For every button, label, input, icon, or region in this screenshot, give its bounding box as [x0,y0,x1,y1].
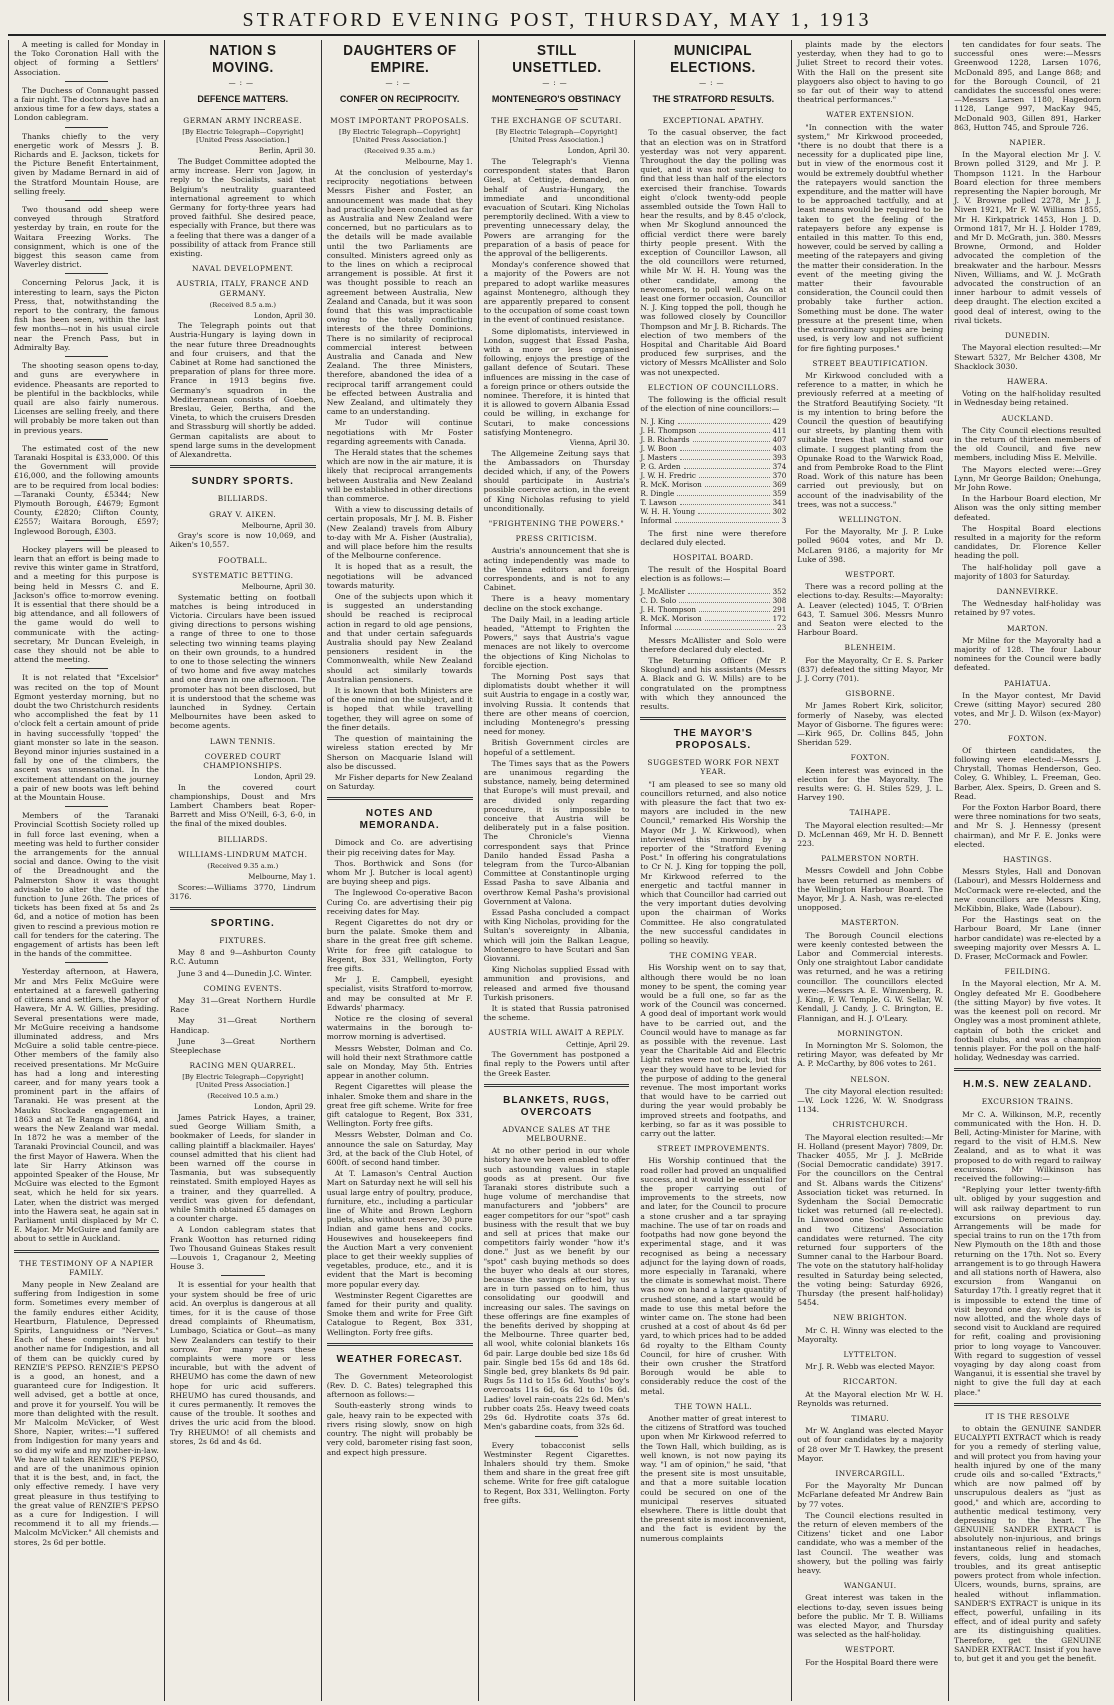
paragraph: For the Mayoralty Mr Duncan McFarlane defeated Mr Andrew Bain by 77 votes. [797,1481,944,1509]
section-heading: THE MAYOR'S PROPOSALS. [673,728,753,752]
dateline: Cettinje, April 29. [566,1040,630,1049]
headline: DAUGHTERS OF EMPIRE. [342,42,457,76]
paragraph: Gray's score is now 10,069, and Aiken's 10,557. [169,531,316,550]
candidate-name: J. McAllister [640,586,686,596]
headline: MUNICIPAL ELECTIONS. [670,42,757,76]
news-item: The shooting season opens to-day, and guns are everywhere in evidence. Pheasants are reported to be plentiful in the backblocks, while quail are also fairly numerous. Licenses are selling freely, and there will probably be more taken out than in previous years. [14,361,159,435]
leader-dots [678,417,770,424]
paragraph: For the Hastings seat on the Harbour Board, Mr Lane (inner harbor candidate) was re-elected by a sweeping majority over Messrs A. L. D. Fraser, McCormack and Fowler. [954,915,1101,962]
credit: [By Electric Telegraph—Copyright] [United Press Association.] [495,128,618,145]
paragraph: One of the subjects upon which it is suggested an understanding should be reached is reciprocal action in regard to old age pensions, and that under certain safeguards Australia should pay New Zealand pensioners resident in the Commonwealth, while New Zealand should act similarly towards Australian pensioners. [326,592,473,684]
caption: NAPIER. [1009,138,1046,148]
vote-count: 411 [772,425,787,435]
caption: AUSTRIA WILL AWAIT A REPLY. [488,1028,625,1038]
vote-count: 3 [781,515,787,525]
paragraph: Voting on the half-holiday resulted in Wednesday being retained. [954,389,1101,408]
paragraph: The Allgemeine Zeitung says that the Ambassadors on Thursday decided which, if any, of the Powers should participate in Austria's possible coercive action, in the event of King Nicholas refusing to yield unconditionally. [483,448,630,513]
columns [8,40,1106,1701]
section-heading: SUNDRY SPORTS. [191,476,294,488]
paragraph: The Daily Mail, in a leading article headed, "Attempt to Frighten the Powers," says that Austria's vague menaces are not likely to overcome the objections of King Nicholas to forcible ejection. [483,614,630,670]
paragraph: Messrs Cowdell and John Cobbe have been returned as members of the Wellington Harbour Board. The Mayor, Mr J. A. Nash, was re-elected unopposed. [797,866,944,913]
vote-count: 403 [772,443,787,453]
caption: WESTPORT. [845,1645,896,1655]
result-row [640,507,786,516]
headline: NATION S MOVING. [209,42,277,76]
candidate-name: J. W. Boon [640,443,677,453]
masthead: STRATFORD EVENING POST, THURSDAY, MAY 1, 1913 [8,6,1106,36]
subheading: THE STRATFORD RESULTS. [652,94,775,105]
vote-count: 291 [772,604,787,614]
column-1 [8,40,165,1701]
caption: LAWN TENNIS. [209,736,276,746]
leader-dots [699,471,770,478]
leader-dots [680,498,770,505]
note-item: The Inglewood Co-operative Bacon Curing Co. are advertising their pig receiving dates for May. [326,888,473,916]
paragraph: The half-holiday poll gave a majority of 1803 for Saturday. [954,562,1101,581]
paragraph: In Mornington Mr S. Solomon, the retiring Mayor, was defeated by Mr A. P. McCarthy, by 806 votes to 261. [797,1040,944,1069]
paragraph: The Wednesday half-holiday was retained by 97 votes. [954,599,1101,618]
paragraph: The Herald states that the schemes which are now in the air mature, it is likely that reciprocal arrangements between Australia and New Zealand will be established in other directions than commerce. [326,448,473,504]
caption: NEW BRIGHTON. [833,1313,908,1323]
column-4: STILL UNSETTLED. —:— MONTENEGRO'S OBSTINACY THE EXCHANGE OF SCUTARI. [By Electric Telegraph—Copyright] [United Press Association.] London, April 30. The Telegraph's Vienna correspondent states that Baron Giesl, at Cettinje, demanded, on behalf of Austria-Hungary, the immediate and unconditional evacuation of Scutari. King Nicholas peremptorily declined. With a view to preventing unnecessary delay, the Powers are arranging for the preparation of a basis of peace for the approval of the belligerents. Monday's conference showed that a majority of the Powers are not prepared to adopt warlike measures against Montenegro, although they are apparently prepared to consent to the occupation of some coast town in the event of continued resistance. Some diplomatists, interviewed in London, suggest that Essad Pasha, with a more or less organised following, enjoys the prestige of the gallant defence of Scutari. These influences are missing in the case of a foreign prince or others outside the nominee. Therefore, it is hinted that it is allowed to govern Albania Essad could be willing, in exchange for Scutari, to make concessions satisfying Montenegro. Vienna, April 30. The Allgemeine Zeitung says that the Ambassadors on Thursday decided which, if any, of the Powers should participate in Austria's possible coercive action, in the event of King Nicholas refusing to yield unconditionally. "FRIGHTENING THE POWERS." PRESS CRITICISM. Austria's announcement that she is acting independently was made to the Vienna editors and foreign correspondents, and is not to any Cabinet. There is a heavy momentary decline on the stock exchange. The Daily Mail, in a leading article headed, "Attempt to Frighten the Powers," says that Austria's vague menaces are not likely to overcome the objections of King Nicholas to forcible ejection. The Morning Post says that diplomatists doubt whether it will suit Austria to engage in a costly war, involving Russia. It contends that there are other means of coercion, including Montenegro's pressing need for money. British Government circles are hopeful of a settlement. The Times says that as the Powers are unanimous regarding the substance, namely, being determined that Europe's will must prevail, and are divided only regarding procedure, it is impossible to conceive that Austria will be deliberately put in a false position. The Chronicle's Vienna correspondent says that Prince Danilo handed Essad Pasha a telegram from the Turco-Albanian Committee at Constantinople urging Essad Pasha to save Albania and overthrow Kemal Pasha's provisional Government at Valona. Essad Pasha concluded a compact with King Nicholas, providing for the Sultan's sovereignty in Albania, which will join the Balkan League, Montenegro to have Scutari and San Giovanni. King Nicholas supplied Essad with ammunition and provisions, and released and armed five thousand Turkish prisoners. It is stated that Russia patronised the scheme. AUSTRIA WILL AWAIT A REPLY. Cettinje, April 29. The Government has postponed a final reply to the Powers until after the Greek Easter. BLANKETS, RUGS, OVERCOATS ADVANCE SALES AT THE MELBOURNE. At no other period in our whole history have we been enabled to offer such astounding values in staple goods as at present. Our five Taranaki stores distribute such a huge volume of merchandise that manufacturers and "jobbers" are eager competitors for our "spot" cash business with the result that we buy and sell at prices that make our competitors fairly wonder "how it's done." Just as we benefit by our "spot" cash buying methods so does the buyer who deals at our stores, because the savings effected by us are in turn passed on to him, thus consolidating our goodwill and increasing our sales. The savings on these offerings are fine examples of the benefits derived by shopping at the Melbourne. Three quarter bed, all wool, white colonial blankets 16s 6d pair. Large double bed size 18s 6d pair. Single bed 15s 6d and 18s 6d. Single bed, grey blankets 8s 9d pair. Rugs 5s 11d to 15s 6d. Youths' boy's overcoats 11s 6d, 6s 6d to 10s 6d. Ladies' lovel rain-coats 22s 6d. Men's rubber coats 25s. Heavy tweed coats 29s 6d. Hydrotite coats 37s 6d. Men's gabardine coats, from 32s 6d. Every tobacconist sells Westminster Regent Cigarettes. Inhalers should try them. Smoke them and share in the great free gift scheme. Write for free gift catalogue to Regent, Box 331, Wellington. Forty free gifts. [479,40,636,1701]
dateline: Vienna, April 30. [569,439,630,447]
caption: INVERCARGILL. [835,1469,906,1479]
note-item: Messrs Webster, Dolman and Co. announce the sale on Saturday, May 3rd, at the back of the Club Hotel, of 600ft. of second hand timber. [326,1130,473,1168]
result-row [640,444,786,453]
leader-dots [679,596,769,603]
paragraph: Of thirteen candidates, the following were elected:—Messrs J. Chrystall, Thomas Henderson, Geo. Coley, G. Whibley, L. Freeman, Geo. Barber, Alex. Speirs, D. Green and S. Read. [954,745,1101,801]
caption: HAWERA. [1006,376,1049,386]
section-heading: NOTES AND MEMORANDA. [359,808,440,832]
notes-list [327,838,473,1337]
news-item: Members of the Taranaki Provincial Scottish Society rolled up in full force last evening, when a meeting was held to further consider the arrangements for the annual social and dance. Owing to the visit of the Dreadnought and the Palmerston Show it was thought advisable to alter the date of the function to June 26th. The prices of tickets has been fixed at 5s and 2s 6d, and a notice of motion has been given to rescind a previous motion re call for tenders for the catering. The engagement of artists has been left in the hands of the committee. [14,811,159,959]
paragraph: Mr Milne for the Mayoralty had a majority of 128. The four Labour nominees for the Council were badly defeated. [954,635,1101,673]
received: (Received 9.35 a.m.) [207,862,279,871]
vote-count: 23 [777,622,787,632]
hospital-results [640,587,786,632]
section-heading: WEATHER FORECAST. [336,1353,463,1365]
caption: ELECTION OF COUNCILLORS. [647,382,779,392]
caption: LYTTELTON. [843,1350,897,1359]
paragraph: The Mayoral election resulted:—Mr Stewart 5327, Mr Belcher 4308, Mr Shacklock 3030. [954,343,1101,371]
column-2: NATION S MOVING. —:— DEFENCE MATTERS. GERMAN ARMY INCREASE. [By Electric Telegraph—Copyright] [United Press Association.] Berlin, April 30. The Budget Committee adopted the army increase. Herr von Jagow, in reply to the Socialists, said that Belgium's neutrality guaranteed international agreement to which Germany for forty-three years had proved faithful. She desired peace, especially with France, but there was a feeling that there was a danger of a possibility of attack from France still existing. NAVAL DEVELOPMENT. AUSTRIA, ITALY, FRANCE AND GERMANY. (Received 8.5 a.m.) London, April 30. The Telegraph points out that Austria-Hungary is laying down in the near future three Dreadnoughts and four cruisers, and that the Cabinet at Rome had sanctioned the preparation of plans for three more. France in 1913 begins five. Germany's squadron in the Mediterranean consists of Goeben, Breslau, Geier, Bertha, and the Vineta, to which the cruisers Dresden and Strassburg will shortly be added. German capitalists are about to spend large sums in the development of Alexandretta. SUNDRY SPORTS. BILLIARDS. GRAY V. AIKEN. Melbourne, April 30. Gray's score is now 10,069, and Aiken's 10,557. FOOTBALL. SYSTEMATIC BETTING. Melbourne, April 30. Systematic betting on football matches is being introduced in Victoria. Circulars have been issued giving directions to persons wishing a range of three to one to those selecting two winning teams playing on their own grounds, to a hundred to one to those selecting the winners of two home and five away matches and one drawn in one afternoon. The promoter has not been disclosed, but it is understood that the scheme was launched in Sydney. Certain Melbournites have been asked to become agents. LAWN TENNIS. COVERED COURT CHAMPIONSHIPS. London, April 29. In the covered court championships, Doust and Mrs Lambert Chambers beat Roper-Barrett and Miss O'Neill, 6-3, 6-0, in the final of the mixed doubles. BILLIARDS. WILLIAMS-LINDRUM MATCH. (Received 9.35 a.m.) Melbourne, May 1. Scores:—Williams 3770, Lindrum 3176. SPORTING. FIXTURES. May 8 and 9—Ashburton County R.C. Autumn June 3 and 4—Dunedin J.C. Winter. COMING EVENTS. May 31—Great Northern Hurdle Race May 31—Great Northern Handicap. June 3—Great Northern Steeplechase RACING MEN QUARREL. [By Electric Telegraph—Copyright] [United Press Association.] (Received 10.5 a.m.) London, April 29. James Patrick Hayes, a trainer, sued George William Smith, a bookmaker of Leeds, for slander in calling plaintiff a blackmailer. Hayes' counsel admitted that his client had been warned off the course in Tasmania, but was subsequently reinstated. Smith employed Hayes as a trainer, and they quarrelled. A verdict was given for defendant, while Smith obtained £5 damages on a counter charge. A London cablegram states that Frank Wootton has returned riding Two Thousand Guineas Stakes result—Louvois 1, Craganour 2, Meeting House 3. It is essential for your health that your system should be free of uric acid. An overplus is dangerous at all times, for it is the cause of those dread complaints of Rheumatism, Lumbago, Sciatica or Gout—as many New Zealanders can testify to their sorrow. For many years these complaints were more or less incurable, but with the advent of RHEUMO has come the dawn of new hope for uric acid sufferers. RHEUMO has cured thousands, and it cures permanently. It removes the cause of the trouble. It soothes and drives the uric acid from the blood. Try RHEUMO! of all chemists and stores, 2s 6d and 4s 6d. [165,40,322,1701]
paragraph: Mr James Robert Kirk, solicitor, formerly of Naseby, was elected Mayor of Gisborne. The figures were: —Kirk 965, Dr. Collins 845, John Sheridan 529. [797,701,944,748]
headline: STILL UNSETTLED. [511,42,602,76]
paragraph: In the Harbour Board election, Mr Alison was the only sitting member defeated. [954,494,1101,522]
caption: MASTERTON. [841,918,900,928]
result-row [640,453,786,462]
caption: WILLIAMS-LINDRUM MATCH. [178,849,308,859]
caption: FOXTON. [850,753,890,763]
paragraph: Monday's conference showed that a majority of the Powers are not prepared to adopt warlike measures against Montenegro, although they are apparently prepared to consent to the occupation of some coast town in the event of continued resistance. [483,260,630,325]
dateline: London, April 30. [253,311,316,320]
paragraph: For the Foxton Harbor Board, there were three nominations for two seats, and Mr S. J. Hennessy (present chairman), and Mr F. E. Jonks were elected. [954,803,1101,849]
candidate-name: J. B. Richards [640,434,690,444]
caption: EXCEPTIONAL APATHY. [662,116,764,126]
paragraph: A London cablegram states that Frank Wootton has returned riding Two Thousand Guineas Stakes result—Louvois 1, Craganour 2, Meeting House 3. [169,1225,316,1272]
paragraph: James Patrick Hayes, a trainer, sued George William Smith, a bookmaker of Leeds, for slander in calling plaintiff a blackmailer. Hayes' counsel admitted that his client had been warned off the course in Tasmania, but was subsequently reinstated. Smith employed Hayes as a trainer, and they quarrelled. A verdict was given for defendant, while Smith obtained £5 damages on a counter charge. [169,1112,316,1224]
caption: BILLIARDS. [217,834,268,844]
caption: RACING MEN QUARREL. [189,1061,297,1071]
result-row [640,587,786,596]
events-list [170,996,316,1055]
news-item: Concerning Pelorus Jack, it is interesting to learn, says the Picton Press, that, notwithstanding the report to the contrary, the famous fish has been seen, within the last few months—not in his usual circle near the French Pass, but in Admiralty Bay. [14,278,159,352]
received: (Received 8.5 a.m.) [209,300,277,309]
paragraph: The following is the official result of the election of nine councillors:— [640,395,787,414]
candidate-name: Informal [640,622,672,632]
caption: AUCKLAND. [1001,413,1054,423]
caption: BILLIARDS. [217,494,268,504]
caption: PAHIATUA. [1004,678,1052,688]
result-row [640,614,786,623]
paragraph: There is a heavy momentary decline on the stock exchange. [483,594,630,613]
paragraph: Mr W. Angland was elected Mayor out of four candidates by a majority of 28 over Mr T. Hawkey, the present Mayor. [797,1426,944,1463]
paragraph: Every tobacconist sells Westminster Regent Cigarettes. Inhalers should try them. Smoke them and share in the great free gift scheme. Write for free gift catalogue to Regent, Box 331, Wellington. Forty free gifts. [483,1440,630,1505]
advert-text: to obtain the GENUINE SANDER EUCALYPTI EXTRACT which is ready for you a remedy of sterling value, and will protect you from having your health injured by one of the many crude oils and so-called "Extracts," which are now palmed off by unscrupulous dealers as "just as good," and which are, according to authentic medical testimony, very depressing to the heart. The GENUINE SANDER EXTRACT is absolutely non-injurious, and brings instantaneous relief in headaches, fevers, colds, lung and stomach troubles, and its great antiseptic powers protect from whole infection. Ulcers, wounds, burns, sprains, are healed without inflammation. SANDER'S EXTRACT is unique in its effect, powerful, unfailing in its effect, and of ideal purity and safety are its distinguishing qualities. Therefore, get the GENUINE SANDER EXTRACT. Insist if you have to, but get it and you get the benefit. [954,1424,1101,1664]
leader-dots [705,480,770,487]
caption: RICCARTON. [842,1377,898,1387]
paragraph: South-easterly strong winds to gale, heavy rain to be expected with rivers rising slowly, snow on high country. The night will probably be very cold, barometer rising fast soon, and expect high pressure. [326,1401,473,1457]
vote-count: 429 [772,416,787,426]
paragraph: At no other period in our whole history have we been enabled to offer such astounding values in staple goods as at present. Our five Taranaki stores distribute such a huge volume of merchandise that manufacturers and "jobbers" are eager competitors for our "spot" cash business with the result that we buy and sell at prices that make our competitors fairly wonder "how it's done." Just as we benefit by our "spot" cash buying methods so does the buyer who deals at our stores, because the savings effected by us are in turn passed on to him, thus consolidating our goodwill and increasing our sales. The savings on these offerings are fine examples of the benefits derived by shopping at the Melbourne. Three quarter bed, all wool, white colonial blankets 16s 6d pair. Large double bed size 18s 6d pair. Single bed 15s 6d and 18s 6d. Single bed, grey blankets 8s 9d pair. Rugs 5s 11d to 15s 6d. Youths' boy's overcoats 11s 6d, 6s 6d to 10s 6d. Ladies' lovel rain-coats 22s 6d. Men's rubber coats 25s. Heavy tweed coats 29s 6d. Hydrotite coats 37s 6d. Men's gabardine coats, from 32s 6d. [483,1146,630,1432]
news-item: A meeting is called for Monday in the Toko Coronation Hall with the object of forming a Settlers' Association. [14,40,159,77]
fixtures-list [170,948,316,978]
paragraph: The Mayoral election resulted:—Mr H. Holland (present Mayor) 7809, Dr. Thacker 4055, Mr J. J. McBride (Social Democratic candidate) 3917. For the councillors on the Central and St. Albans wards the Citizens' Association ticket was returned. In Sydenham the Social Democratic ticket was returned (all re-elected). In Linwood one Social Democratic and two Citizens' Association candidates were returned. The city returned four supporters of the Sumner canal to the Harbour Board. The vote on the statutory half-holiday resulted in Saturday being selected, the voting being: Saturday 6926, Thursday (the present half-holiday) 5454. [797,1132,944,1308]
vote-count: 172 [772,613,787,623]
result-row [640,596,786,605]
paragraph: "Replying your letter twenty-fifth ult. obliged by your suggestion and will ask railway department to run excursions on previous day. Arrangements will be made for special trains to run on the 17th from New Plymouth on the 18th and those returning on the 17th. Not so. Every arrangement is to go through Hawera and all stations north of Hawera, also excursion from Wanganui on Saturday 17th. I greatly regret that it is impossible to extend the time of visit beyond one day. Every date is now allotted, and the whole days of second visit to Auckland are required for refit, coaling and provisioning prior to long voyage to Vancouver. With regard to suggestion of vessel voyaging by day along coast from Wanganui, it is essential she travel by night to give the full day at each place." [954,1185,1101,1397]
leader-dots [699,426,770,433]
dateline: Melbourne, April 30. [241,583,316,592]
paragraph: plaints made by the electors yesterday, when they had to go to Juliet Street to record their votes. With the Hall on the present site playgoers also object to having to go so far out of their way to attend theatrical performances." [797,40,944,105]
credit: [By Electric Telegraph—Copyright] [United Press Association.] [182,1073,304,1090]
dateline: London, April 30. [567,147,630,156]
paragraph: Messrs McAllister and Solo were therefore declared duly elected. [640,635,787,654]
column-7 [949,40,1106,1701]
candidate-name: Informal [640,515,672,525]
paragraph: The Mayors elected were:—Grey Lynn, Mr George Baildon; Onehunga, Mr John Rowe. [954,464,1101,492]
caption: FEILDING. [1004,967,1051,977]
caption: GRAY V. AIKEN. [209,509,277,519]
caption: GISBORNE. [845,689,896,699]
paragraph: The Government has postponed a final reply to the Powers until after the Greek Easter. [483,1050,630,1078]
caption: NAVAL DEVELOPMENT. [192,264,294,274]
paragraph: In the Mayoral election, Mr A. M. Ongley defeated Mr E. Goodbehere (the sitting Mayor) by five votes. It was the keenest poll on record. Mr Ongley was a most prominent athlete, captain of both the cricket and football clubs, and was a champion tennis player. For the poll on the half-holiday, Wednesday was carried. [954,979,1101,1063]
paragraph: Great interest was taken in the elections to-day, seven issues being before the public. Mr T. B. Williams was elected Mayor, and Thursday was selected as the half-holiday. [797,1593,944,1640]
paragraph: There was a record polling at the elections to-day. Results:—Mayoralty: A. Leaver (elected) 1045, T. O'Brien 643, T. Samuel 306. Messrs Munro and Seaton were elected to the Harbour Board. [797,582,944,638]
credit: [By Electric Telegraph—Copyright] [United Press Association.] [182,128,304,145]
note-item: Regent Cigarettes do not dry or burn the palate. Smoke them and share in the great free gift scheme. Write for free gift catalogue to Regent, Box 331, Wellington, Forty free gifts. [326,917,473,973]
list-item: May 31—Great Northern Handicap. [169,1016,316,1035]
paragraph: The Morning Post says that diplomatists doubt whether it will suit Austria to engage in a costly war, involving Russia. It contends that there are other means of coercion, including Montenegro's pressing need for money. [483,671,630,737]
candidate-name: R. McK. Morison [640,613,702,623]
subheading: DEFENCE MATTERS. [197,94,289,105]
result-row [640,489,786,498]
result-row [640,462,786,471]
paragraph: In the covered court championships, Doust and Mrs Lambert Chambers beat Roper-Barrett and Miss O'Neill, 6-3, 6-0, in the final of the mixed doubles. [169,782,316,829]
credit: [By Electric Telegraph—Copyright] [United Press Association.] [339,128,461,145]
dateline: London, April 29. [253,773,316,782]
column-6 [792,40,949,1701]
paragraph: Messrs Styles, Hall and Donovan (Labour), and Messrs Holderness and McCormack were re-elected, and the new councillors are Messrs King, McKibbin, Blake, Wade (Labour). [954,867,1101,914]
paragraph: British Government circles are hopeful of a settlement. [483,738,630,757]
candidate-name: R. Dingle [640,488,675,498]
paragraph: His Worship went on to say that, although there would be no loan money to be spent, the coming year would be a full one, so far as the work of the Council was concerned. A good deal of important work would have to be carried out, and the Council would have to manage as far as possible with the revenue. Last year the Charitable Aid and Electric Light rates were not struck, but this year they would have to be levied for the purpose of adding to the general revenue. The most important works that would have to be carried out during the year would probably be improved streets and footpaths, and kerbing, so far as it was possible to carry out the latter. [640,963,787,1139]
dateline: Melbourne, April 30. [241,521,316,530]
caption: CHRISTCHURCH. [832,1120,908,1130]
candidate-name: J. Masters [640,452,677,462]
leader-dots [675,516,779,523]
paragraph: Mr Kirkwood concluded with a reference to a matter, in which he previously referred at a meeting of the Stratford Beautifying Society. "It is my intention to bring before the Council the question of beautifying our streets, by planting them with suitable trees that will stand our climate. I suggest planting from the Opunake Road to the Warwick Road, and from Pembroke Road to the Flint Road. Work of this nature has been carried out previously, but on account of the inadvisability of the trees, was not a success." [797,370,944,509]
paragraph: It is stated that Russia patronised the scheme. [483,1004,630,1023]
paragraph: The City Council elections resulted in the return of thirteen members of the old Council, and five new members, including Miss E. Melville. [954,425,1101,463]
list-item: June 3 and 4—Dunedin J.C. Winter. [177,968,312,978]
councillor-results [640,417,786,525]
vote-count: 308 [772,595,787,605]
paragraph: Scores:—Williams 3770, Lindrum 3176. [169,882,316,901]
paragraph: The Times says that as the Powers are unanimous regarding the substance, namely, being determined that Europe's will must prevail, and are divided only regarding procedure, it is impossible to conceive that Austria will be deliberately put in a false position. The Chronicle's Vienna correspondent says that Prince Danilo handed Essad Pasha a telegram from the Turco-Albanian Committee at Constantinople urging Essad Pasha to save Albania and overthrow Kemal Pasha's provisional Government at Valona. [483,758,630,906]
paragraph: The Returning Officer (Mr P. Skoglund) and his assistants (Messrs A. Black and G. W. Mills) are to be congratulated on the promptness with which they announced the results. [640,655,787,711]
news-item: The estimated cost of the new Taranaki Hospital is £33,000. Of this the Government will provide £16,000, and the following amounts are to be required from local bodies:—Taranaki County, £5344; New Plymouth Borough, £4679; Egmont County, £2820; Clifton County, £2557; Waitara Borough, £597; Inglewood Borough, £303. [14,443,159,536]
caption: PALMERSTON NORTH. [821,854,920,864]
vote-count: 374 [772,461,787,471]
paragraph: King Nicholas supplied Essad with ammunition and provisions, and released and armed five thousand Turkish prisoners. [483,965,630,1002]
paragraph: The Government Meteorologist (Rev. D. C. Bates) telegraphed this afternoon as follows:— [326,1371,473,1400]
result-row [640,516,786,525]
caption: PRESS CRITICISM. [515,534,598,544]
column-5: MUNICIPAL ELECTIONS. —:— THE STRATFORD RESULTS. EXCEPTIONAL APATHY. To the casual observer, the fact that an election was on in Stratford yesterday was not very apparent. Throughout the day the polling was quiet, and it was not surprising to find that less than half of the electors exercised their franchise. Towards eight o'clock twenty-odd people assembled outside the Town Hall to hear the results, and by 8.45 o'clock, when Mr Skoglund announced the official verdict there were barely thirty people present. With the exception of Councillor Lawson, all the old councillors were returned, while Mr W. H. H. Young was the other candidate, among the newcomers, to poll well. As on at least one former occasion, Councillor N. J. King topped the poll, though he was followed closely by Councillor Thompson and Mr J. B. Richards. The election of two members of the Hospital and Charitable Aid Board produced few surprises, and the victory of Messrs McAllister and Solo was not unexpected. ELECTION OF COUNCILLORS. The following is the official result of the election of nine councillors:— N. J. King 429 J. H. Thompson 411 J. B. Richards 407 J. W. Boon 403 J. Masters 393 P. G. Arden 374 J. W. H. Fredric 370 R. McK. Morison 369 R. Dingle 359 T. Lawson 341 W. H. H. Young 302 Informal 3 The first nine were therefore declared duly elected. HOSPITAL BOARD. The result of the Hospital Board election is as follows:— J. McAllister 352 C. D. Solo 308 J. H. Thompson 291 R. McK. Morison 172 Informal 23 Messrs McAllister and Solo were therefore declared duly elected. The Returning Officer (Mr P. Skoglund) and his assistants (Messrs A. Black and G. W. Mills) are to be congratulated on the promptness with which they announced the results. THE MAYOR'S PROPOSALS. SUGGESTED WORK FOR NEXT YEAR. "I am pleased to see so many old councillors returned, and also notice with pleasure the fact that two ex-mayors are included in the new Council," remarked His Worship the Mayor (Mr J. W. Kirkwood), when interviewed this morning by a reporter of the "Stratford Evening Post." In offering his congratulations to Cr N. J. King for topping the poll, Mr Kirkwood referred to the energetic and tactful manner in which that Councillor had carried out the very important duties devolving upon the chairman of Works Committee. He also congratulated the new successful candidates in polling so heavily. THE COMING YEAR. His Worship went on to say that, although there would be no loan money to be spent, the coming year would be a full one, so far as the work of the Council was concerned. A good deal of important work would have to be carried out, and the Council would have to manage as far as possible with the revenue. Last year the Charitable Aid and Electric Light rates were not struck, but this year they would have to be levied for the purpose of adding to the general revenue. The most important works that would have to be carried out during the year would probably be improved streets and footpaths, and kerbing, so far as it was possible to carry out the latter. STREET IMPROVEMENTS. His Worship continued that the road roller had proved an unqualified success, and it would be essential for the proper carrying out of improvements to the streets, now and later, for the Council to procure a stone crusher and a tar spraying machine. The use of tar on roads and footpaths had now gone beyond the experimental stage, and it was recognised as being a necessary adjunct for the laying down of roads, more especially in Taranaki, where the climate is somewhat moist. There was now on hand a large quantity of crushed stone, and a start would be made to use this metal before the winter came on. The stone had been crushed at a cost of about 4s 6d per yard, to which prices had to be added 6d royalty to the Eltham County Council, for hire of crusher. With their own crusher the Stratford Borough would be able to considerably reduce the cost of the metal. THE TOWN HALL. Another matter of great interest to the citizens of Stratford was touched upon when Mr Kirkwood referred to the Town Hall, which building, as is well known, is not now paying its way. "I am of opinion," he said, "that the present site is most unsuitable, and that a more suitable location could be secured on one of the municipal reserves situated elsewhere. There is little doubt that the present site is most inconvenient, and the fact is evident by the numerous complaints [635,40,792,1701]
vote-count: 369 [772,479,787,489]
dateline: London, April 29. [253,1103,316,1112]
paragraph: The Borough Council elections were keenly contested between the Labor and Commercial interests. Only one straightout Labor candidate was returned, and he was a retiring councillor. The councillors elected were:—Messrs A. E. Winzenberg, R. J. King, F. W. Temple, G. W. Sellar, W. Kendall, J. Candy, J. C. Brington, E. Flannigan, and H. J. O'Leary. [797,930,944,1023]
dateline: Melbourne, May 1. [405,158,473,167]
paragraph: For the Mayoralty, Cr E. S. Parker (837) defeated the sitting Mayor, Mr J. J. Corry (701). [797,655,944,683]
caption: EXCURSION TRAINS. [981,1097,1074,1107]
paragraph: ten candidates for four seats. The successful ones were:—Messrs Greenwood 1228, Larsen 1076, McDonald 895, and Lange 868; and for the Borough Council, of 21 candidates the successful ones were:—Messrs Larsen 1180, Hagedorn 1128, Lange 997, MacKay 945, McDonald 903, Gillen 891, Harker 863, Hutton 745, and Sproule 726. [954,40,1101,132]
caption: HOSPITAL BOARD. [673,552,754,562]
caption: FIXTURES. [219,936,267,945]
note-item: Westminster Regent Cigarettes are famed for their purity and quality. Smoke them and write for Free Gift Catalogue to Regent, Box 331, Wellington. Forty free gifts. [326,1290,473,1337]
caption: WANGANUI. [843,1581,897,1591]
paragraph: His Worship continued that the road roller had proved an unqualified success, and it would be essential for the proper carrying out of improvements to the streets, now and later, for the Council to procure a stone crusher and a tar spraying machine. The use of tar on roads and footpaths had now gone beyond the experimental stage, and it was recognised as being a necessary adjunct for the laying down of roads, more especially in Taranaki, where the climate is somewhat moist. There was now on hand a large quantity of crushed stone, and a start would be made to use this metal before the winter came on. The stone had been crushed at a cost of about 4s 6d per yard, to which prices had to be added 6d royalty to the Eltham County Council, for hire of crusher. With their own crusher the Stratford Borough would be able to considerably reduce the cost of the metal. [640,1156,787,1396]
column-3: DAUGHTERS OF EMPIRE. —:— CONFER ON RECIPROCITY. MOST IMPORTANT PROPOSALS. [By Electric Telegraph—Copyright] [United Press Association.] (Received 9.35 a.m.) Melbourne, May 1. At the conclusion of yesterday's reciprocity negotiations between Messrs Fisher and Foster, an announcement was made that they had practically been concluded as far as Australia and New Zealand were concerned, but no particulars as to the details will be made available until the two Parliaments are consulted. Ministers agreed only as to the lines on which a reciprocal arrangement is possible. At first it was thought possible to reach an agreement between Australia, New Zealand and Canada, but it was soon found that this was impracticable owing to the totally conflicting interests of the three Dominions. There is no similarity of reciprocal commercial interest between Australia and Canada and New Zealand. The three Ministers, therefore, abandoned the idea of a reciprocal tariff arrangement could be effected between Australia and New Zealand, and ultimately they came to an understanding. Mr Tudor will continue negotiations with Mr Foster regarding agreements with Canada. The Herald states that the schemes which are now in the air mature, it is likely that reciprocal arrangements between Australia and New Zealand will be established in other directions than commerce. With a view to discussing details of certain proposals, Mr J. M. B. Fisher (New Zealand) travels from Albury to-day with Mr A. Fisher (Australia), and will place before him the results of the Melbourne conference. It is hoped that as a result, the negotiations will be advanced towards maturity. One of the subjects upon which it is suggested an understanding should be reached is reciprocal action in regard to old age pensions, and that under certain safeguards Australia should pay New Zealand pensioners resident in the Commonwealth, while New Zealand should act similarly towards Australian pensioners. It is known that both Ministers are of the one mind on the subject, and it is hoped that while travelling together, they will agree on some of the finer details. The question of maintaining the wireless station erected by Mr Sherson on Macquarie Island will also be discussed. Mr Fisher departs for New Zealand on Saturday. NOTES AND MEMORANDA. Dimock and Co. are advertising their pig receiving dates for May. Thos. Borthwick and Sons (for whom Mr J. Butcher is local agent) are buying sheep and pigs. The Inglewood Co-operative Bacon Curing Co. are advertising their pig receiving dates for May. Regent Cigarettes do not dry or burn the palate. Smoke them and share in the great free gift scheme. Write for free gift catalogue to Regent, Box 331, Wellington, Forty free gifts. Mr J. E. Campbell, eyesight specialist, visits Stratford to-morrow, and may be consulted at Mr F. Edwards' pharmacy. Notice re the closing of several watermains in the borough to-morrow morning is advertised. Messrs Webster, Dolman and Co. will hold their next Strathmore cattle sale on Monday, May 5th. Entries appear in another column. Regent Cigarettes will please the inhaler. Smoke them and share in the great free gift scheme. Write for free gift catalogue to Regent, Box 331, Wellington. Forty free gifts. Messrs Webster, Dolman and Co. announce the sale on Saturday, May 3rd, at the back of the Club Hotel, of 600ft. of second hand timber. At T. Lamason's Central Auction Mart on Saturday next he will sell his usual large entry of poultry, produce, furniture, etc., including a particular line of White and Brown Leghorn pullets, also without reserve, 30 pure Indian and game hens and cocks. Housewives and housekeepers find the Auction Mart a very convenient place to get their weekly supplies of vegetables, produce, etc., and it is evident that the Mart is becoming more popular every day. Westminster Regent Cigarettes are famed for their purity and quality. Smoke them and write for Free Gift Catalogue to Regent, Box 331, Wellington. Forty free gifts. WEATHER FORECAST. The Government Meteorologist (Rev. D. C. Bates) telegraphed this afternoon as follows:— South-easterly strong winds to gale, heavy rain to be expected with rivers rising slowly, snow on high country. The night will probably be very cold, barometer rising fast soon, and expect high pressure. [322,40,479,1701]
caption: MOST IMPORTANT PROPOSALS. [330,116,470,126]
note-item: Dimock and Co. are advertising their pig receiving dates for May. [326,838,473,857]
section-heading: SPORTING. [210,918,275,929]
paragraph: "I am pleased to see so many old councillors returned, and also notice with pleasure the fact that two ex-mayors are included in the new Council," remarked His Worship the Mayor (Mr J. W. Kirkwood), when interviewed this morning by a reporter of the "Stratford Evening Post." In offering his congratulations to Cr N. J. King for topping the poll, Mr Kirkwood referred to the energetic and tactful manner in which that Councillor had carried out the very important duties devolving upon the chairman of Works Committee. He also congratulated the new successful candidates in polling so heavily. [640,779,787,945]
candidate-name: N. J. King [640,416,675,426]
paragraph: It is known that both Ministers are of the one mind on the subject, and it is hoped that while travelling together, they will agree on some of the finer details. [326,686,473,732]
note-item: Regent Cigarettes will please the inhaler. Smoke them and share in the great free gift scheme. Write for free gift catalogue to Regent, Box 331, Wellington. Forty free gifts. [326,1082,473,1129]
caption: "FRIGHTENING THE POWERS." [488,518,625,528]
note-item: Notice re the closing of several watermains in the borough to-morrow morning is advertised. [326,1013,473,1042]
vote-count: 407 [772,434,787,444]
candidate-name: J. W. H. Fredric [640,470,696,480]
caption: DANNEVIRKE. [996,586,1059,596]
list-item: May 31—Great Northern Hurdle Race [169,996,316,1015]
caption: ADVANCE SALES AT THE MELBOURNE. [502,1124,611,1143]
paragraph: It is essential for your health that your system should be free of uric acid. An overplus is dangerous at all times, for it is the cause of those dread complaints of Rheumatism, Lumbago, Sciatica or Gout—as many New Zealanders can testify to their sorrow. For many years these complaints were more or less incurable, but with the advent of RHEUMO has come the dawn of new hope for uric acid sufferers. RHEUMO has cured thousands, and it cures permanently. It removes the cause of the trouble. It soothes and drives the uric acid from the blood. Try RHEUMO! of all chemists and stores, 2s 6d and 4s 6d. [169,1280,316,1446]
result-row [640,417,786,426]
received: (Received 9.35 a.m.) [364,147,436,156]
caption: MORNINGTON. [837,1028,904,1038]
paragraph: To the casual observer, the fact that an election was on in Stratford yesterday was not very apparent. Throughout the day the polling was quiet, and it was not surprising to find that less than half of the electors exercised their franchise. Towards eight o'clock twenty-odd people assembled outside the Town Hall to hear the results, and by 8.45 o'clock, when Mr Skoglund announced the official verdict there were barely thirty people present. With the exception of Councillor Lawson, all the old councillors were returned, while Mr W. H. H. Young was the other candidate, among the newcomers, to poll well. As on at least one former occasion, Councillor N. J. King topped the poll, though he was followed closely by Councillor Thompson and Mr J. B. Richards. The election of two members of the Hospital and Charitable Aid Board produced few surprises, and the victory of Messrs McAllister and Solo was not unexpected. [640,128,787,377]
news-item: Two thousand odd sheep were conveyed through Stratford yesterday by train, en route for the Waitara Freezing Works. The consignment, which is one of the biggest this season came from Waverley district. [14,205,159,270]
result-row [640,480,786,489]
news-item: The Duchess of Connaught passed a fair night. The doctors have had an anxious time for a few days, states a London cablegram. [14,85,159,123]
leader-dots [680,453,770,460]
list-item: June 3—Great Northern Steeplechase [169,1036,316,1056]
caption: MARTON. [1006,623,1049,633]
note-item: At T. Lamason's Central Auction Mart on Saturday next he will sell his usual large entry of poultry, produce, furniture, etc., including a particular line of White and Brown Leghorn pullets, also without reserve, 30 pure Indian and game hens and cocks. Housewives and housekeepers find the Auction Mart a very convenient place to get their weekly supplies of vegetables, produce, etc., and it is evident that the Mart is becoming more popular every day. [326,1169,473,1289]
candidate-name: P. G. Arden [640,461,681,471]
paragraph: The Budget Committee adopted the army increase. Herr von Jagow, in reply to the Socialists, said that Belgium's neutrality guaranteed international agreement to which Germany for forty-three years had proved faithful. She desired peace, especially with France, but there was a feeling that there was a danger of a possibility of attack from France still existing. [169,156,316,258]
candidate-name: J. H. Thompson [640,604,696,614]
note-item: Thos. Borthwick and Sons (for whom Mr J. Butcher is local agent) are buying sheep and pigs. [326,858,473,887]
caption: DUNEDIN. [1004,331,1051,341]
paragraph: With a view to discussing details of certain proposals, Mr J. M. B. Fisher (New Zealand) travels from Albury to-day with Mr A. Fisher (Australia), and will place before him the results of the Melbourne conference. [326,505,473,561]
caption: THE TOWN HALL. [674,1401,753,1411]
news-item: Thanks chiefly to the very energetic work of Messrs J. B. Richards and E. Jackson, tickets for the Picture Benefit Entertainment, given by Madame Bernard in aid of the Stratford Mountain House, are selling freely. [14,131,159,196]
advert-text: Many people in New Zealand are suffering from Indigestion in some form. Sometimes every member of the family endures either Acidity, Heartburn, Flatulence, Depressed Spirits, Languidness or "Nerves." Each of these complaints is but another name for Indigestion, and all of them can be quickly cured by RENZIE'S PEPSO. RENZIE'S PEPSO is a good, an honest, and a guaranteed cure for Indigestion. It well advised, get a bottle at once, and prove it for yourself. You will be more than delighted with the result. Mr Malcolm McVicker, of West Shore, Napier, writes:—"I suffered from Indigestion for many years and so did my wife and my mother-in-law. We have all taken RENZIE'S PEPSO, and are of the unanimous opinion that it is the best, and, in fact, the only effective remedy. I have very great pleasure in thus testifying to the great value of RENZIE'S PEPSO as a cure for Indigestion. I will recommend it to all my friends.—Malcolm McVicker." All chemists and stores, 2s 6d per bottle. [14,1279,159,1547]
vote-count: 359 [772,488,787,498]
list-item: May 8 and 9—Ashburton County R.C. Autumn [169,948,316,967]
vote-count: 352 [772,586,787,596]
vote-count: 302 [772,506,787,516]
caption: FOOTBALL. [217,555,268,565]
result-row [640,471,786,480]
subheading: CONFER ON RECIPROCITY. [339,94,460,105]
caption: THE COMING YEAR. [669,951,758,961]
paragraph: Mr C. A. Wilkinson, M.P., recently communicated with the Hon. H. D. Bell, Acting-Minister for Marine, with regard to the visit of H.M.S. New Zealand, and as to what it was proposed to do with regard to railway excursions. Mr Wilkinson has received the following:— [954,1109,1101,1183]
result-row [640,623,786,632]
news-item: Hockey players will be pleased to learn that an effort is being made to revive this winter game in Stratford, and a meeting for this purpose is being held in Messrs C. and E. Jackson's office to-morrow evening. It is essential that there should be a big attendance, and all followers of the game would do well to communicate with the acting-secretary, Mr Duncan Eveleigh, in case they should not be able to attend the meeting. [14,544,159,665]
paragraph: Mr Fisher departs for New Zealand on Saturday. [326,772,473,792]
paragraph: At the Mayoral election Mr W. H. Reynolds was returned. [797,1389,944,1408]
paragraph: It is hoped that as a result, the negotiations will be advanced towards maturity. [326,562,473,590]
caption: WESTPORT. [845,569,896,579]
result-row [640,435,786,444]
caption: TAIHAPE. [849,808,891,818]
caption: COMING EVENTS. [203,983,283,993]
paragraph: In the Mayor contest, Mr David Crewe (sitting Mayor) secured 280 votes, and Mr J. D. Wilson (ex-Mayor) 270. [954,690,1101,728]
caption: SYSTEMATIC BETTING. [192,570,294,580]
paragraph: "In connection with the water system," Mr Kirkwood proceeded, "there is no doubt that there is a necessity for a duplicated pipe line, but in view of the enormous cost it would be extremely doubtful whether the ratepayers would sanction the expenditure, and the matter will have to be approached tactfully, and at least means would be required to be taken to get the feeling of the ratepayers before any expense is entailed in this matter. To this end, however, could be served by calling a meeting of the ratepayers and giving the matter their consideration. In the event of the meeting giving the matter their favourable consideration, the Council could then probably take further action. Something must be done. The water pressure at the present time, when the extraordinary supplies are being used, is very low and not sufficient for fire fighting purposes." [797,122,944,353]
paragraph: The Telegraph's Vienna correspondent states that Baron Giesl, at Cettinje, demanded, on behalf of Austria-Hungary, the immediate and unconditional evacuation of Scutari. King Nicholas peremptorily declined. With a view to preventing unnecessary delay, the Powers are arranging for the preparation of a basis of peace for the approval of the belligerents. [483,156,630,258]
caption: GERMAN ARMY INCREASE. [183,116,303,126]
note-item: Messrs Webster, Dolman and Co. will hold their next Strathmore cattle sale on Monday, May 5th. Entries appear in another column. [326,1043,473,1081]
paragraph: Essad Pasha concluded a compact with King Nicholas, providing for the Sultan's sovereignty in Albania, which will join the Balkan League, Montenegro to have Scutari and San Giovanni. [483,908,630,964]
caption: COVERED COURT CHAMPIONSHIPS. [203,751,283,770]
dateline: Melbourne, May 1. [248,873,316,882]
section-heading: BLANKETS, RUGS, OVERCOATS [503,1094,610,1118]
caption: WELLINGTON. [838,514,902,524]
note-item: Mr J. E. Campbell, eyesight specialist, visits Stratford to-morrow, and may be consulted at Mr F. Edwards' pharmacy. [326,975,473,1012]
paragraph: The Hospital Board elections resulted in a majority for the reform candidates, Dr. Florence Keller heading the poll. [954,523,1101,561]
leader-dots [693,435,770,442]
leader-dots [699,605,770,612]
paragraph: Another matter of great interest to the citizens of Stratford was touched upon when Mr Kirkwood referred to the Town Hall, which building, as is well known, is not now paying its way. "I am of opinion," he said, "that the present site is most unsuitable, and that a more suitable location could be secured on one of the municipal reserves situated elsewhere. There is little doubt that the present site is most inconvenient, and the fact is evident by the numerous complaints [640,1413,787,1543]
candidate-name: C. D. Solo [640,595,677,605]
advert-title: IT IS THE RESOLVE [985,1411,1071,1421]
result-row [640,498,786,507]
vote-count: 393 [772,452,787,462]
vote-count: 341 [772,497,787,507]
paragraph: The result of the Hospital Board election is as follows:— [640,565,787,584]
caption: AUSTRIA, ITALY, FRANCE AND GERMANY. [176,279,310,298]
result-row [640,605,786,614]
caption: TIMARU. [851,1414,890,1424]
paragraph: At the conclusion of yesterday's reciprocity negotiations between Messrs Fisher and Foster, an announcement was made that they had practically been concluded as far as Australia and New Zealand were concerned, but no particulars as to the details will be made available until the two Parliaments are consulted. Ministers agreed only as to the lines on which a reciprocal arrangement is possible. At first it was thought possible to reach an agreement between Australia, New Zealand and Canada, but it was soon found that this was impracticable owing to the totally conflicting interests of the three Dominions. There is no similarity of reciprocal commercial interest between Australia and Canada and New Zealand. The three Ministers, therefore, abandoned the idea of a reciprocal tariff arrangement could be effected between Australia and New Zealand, and ultimately they came to an understanding. [326,167,473,417]
candidate-name: R. McK. Morison [640,479,702,489]
paragraph: The Council elections resulted in the return of eleven members of the Citizens' ticket and one Labor candidate, who was a member of the last Council. The weather was showery, but the polling was fairly heavy. [797,1510,944,1576]
paragraph: For the Hospital Board there were [805,1657,939,1667]
paragraph: Mr Tudor will continue negotiations with Mr Foster regarding agreements with Canada. [326,418,473,446]
leader-dots [688,587,770,594]
paragraph: The first nine were therefore declared duly elected. [640,528,787,547]
leader-dots [675,623,774,630]
advert-title: THE TESTIMONY OF A NAPIER FAMILY. [19,1258,154,1277]
leader-dots [705,614,770,621]
caption: FOXTON. [1007,733,1048,743]
leader-dots [680,444,770,451]
dateline: Berlin, April 30. [258,147,316,156]
caption: THE EXCHANGE OF SCUTARI. [491,116,622,126]
local-news [14,40,159,1244]
section-heading: H.M.S. NEW ZEALAND. [963,1079,1093,1091]
news-item: It is not related that "Excelsior" was recited on the top of Mount Egmont yesterday morning, but no doubt the two Christchurch residents who accomplished the feat by 11 o'clock felt a certain amount of pride in having successfully 'topped' the giant monster so late in the season. Beyond minor injuries sustained in a fall by one of the climbers, the ascent was unsensational. In the excitement attendant on the journey a pair of new boots was left behind at the Mountain House. [14,673,159,803]
paragraph: Mr J. R. Webb was elected Mayor. [805,1362,935,1372]
paragraph: Some diplomatists, interviewed in London, suggest that Essad Pasha, with a more or less organised following, enjoys the prestige of the gallant defence of Scutari. These influences are missing in the case of a foreign prince or others outside the nominee. Therefore, it is hinted that it is allowed to govern Albania Essad could be willing, in exchange for Scutari, to make concessions satisfying Montenegro. [483,326,630,437]
result-row [640,426,786,435]
caption: BLENHEIM. [844,643,896,653]
paragraph: Mr C. H. Winny was elected to the Mayoralty. [797,1325,944,1344]
received: (Received 10.5 a.m.) [207,1092,279,1101]
paragraph: For the Mayoralty, Mr J. P. Luke polled 9604 votes, and Mr D. McLaren 9186, a majority for Mr Luke of 398. [797,527,944,564]
candidate-name: J. H. Thompson [640,425,696,435]
paragraph: The city Mayoral election resulted:—W. Lock 1226, W. W. Snodgrass 1134. [797,1086,944,1115]
subheading: MONTENEGRO'S OBSTINACY [491,94,622,105]
leader-dots [698,507,769,514]
leader-dots [677,489,769,496]
candidate-name: T. Lawson [640,497,677,507]
caption: SUGGESTED WORK FOR NEXT YEAR. [647,758,780,777]
candidate-name: W. H. H. Young [640,506,696,516]
paragraph: Keen interest was evinced in the election for the Mayoralty. The results were: G. H. Stiles 529, J. L. Harvey 190. [797,765,944,803]
caption: NELSON. [850,1074,891,1084]
paragraph: Austria's announcement that she is acting independently was made to the Vienna editors and foreign correspondents, and is not to any Cabinet. [483,546,630,593]
vote-count: 370 [772,470,787,480]
paragraph: In the Mayoral election Mr J. V. Brown polled 3129, and Mr J. P. Thompson 1121. In the Harbour Board election for three members representing the Napier borough, Mr J. V. Browne polled 2278, Mr J. J. Niven 1921, Mr F. W. Williams 1855, Mr H. Kirkpatrick 1453, Hon J. D. Ormond 1817, Mr H. J. Holder 1789, and Mr D. McGrath, jun. 380. Messrs Browne, Ormond, and Holder advocated the completion of the breakwater and the harbour. Messrs Niven, Williams, and W. J. McGrath advocated the construction of an inner harbour to admit vessels of deep draught. The election excited a good deal of interest, owing to the rival tickets. [954,150,1101,325]
caption: STREET BEAUTIFICATION. [812,358,929,368]
paragraph: The question of maintaining the wireless station erected by Mr Sherson on Macquarie Island will also be discussed. [326,734,473,771]
leader-dots [684,462,770,469]
caption: STREET IMPROVEMENTS. [656,1144,770,1154]
paragraph: The Mayoral election resulted:—Mr D. McLennan 469, Mr H. D. Bennett 223. [797,820,944,849]
paragraph: Systematic betting on football matches is being introduced in Victoria. Circulars have been issued giving directions to persons wishing a range of three to one to those selecting two winning teams playing on their own grounds, to a hundred to one to those selecting the winners of two home and five away matches and one drawn in one afternoon. The promoter has not been disclosed, but it is understood that the scheme was launched in Sydney. Certain Melbournites have been asked to become agents. [169,592,316,731]
paragraph: The Telegraph points out that Austria-Hungary is laying down in the near future three Dreadnoughts and four cruisers, and that the Cabinet at Rome had sanctioned the preparation of plans for three more. France in 1913 begins five. Germany's squadron in the Mediterranean consists of Goeben, Breslau, Geier, Bertha, and the Vineta, to which the cruisers Dresden and Strassburg will shortly be added. German capitalists are about to spend large sums in the development of Alexandretta. [169,321,316,460]
caption: WATER EXTENSION. [826,110,915,120]
news-item: Yesterday afternoon, at Hawera, Mr and Mrs Felix McGuire were entertained at a farewell gathering of citizens and settlers, the Mayor of Hawera, Mr A. W. Gillies, presiding. Several presentations were made, Mr McGuire receiving a handsome illuminated address, and Mrs McGuire a solid table centre-piece. Other members of the family also received presentations. Mr McGuire has had a long and interesting career, and for many years took a prominent part in the affairs of Taranaki. He was present at the Mauku Stockade engagement in 1863 and at Te Ranga in 1864, and wears the New Zealand war medal. In 1872 he was a member of the Taranaki Provincial Council, and was the first Mayor of Hawera. When the late Sir Harry Atkinson was appointed Speaker of the House, Mr McGuire was elected to the Egmont seat, which he held for six years. Later, when the district was merged into the Hawera seat, he again sat in Parliament until displaced by Mr C. E. Major. Mr McGuire and family are about to settle in Auckland. [14,967,159,1244]
caption: HASTINGS. [1003,855,1052,865]
